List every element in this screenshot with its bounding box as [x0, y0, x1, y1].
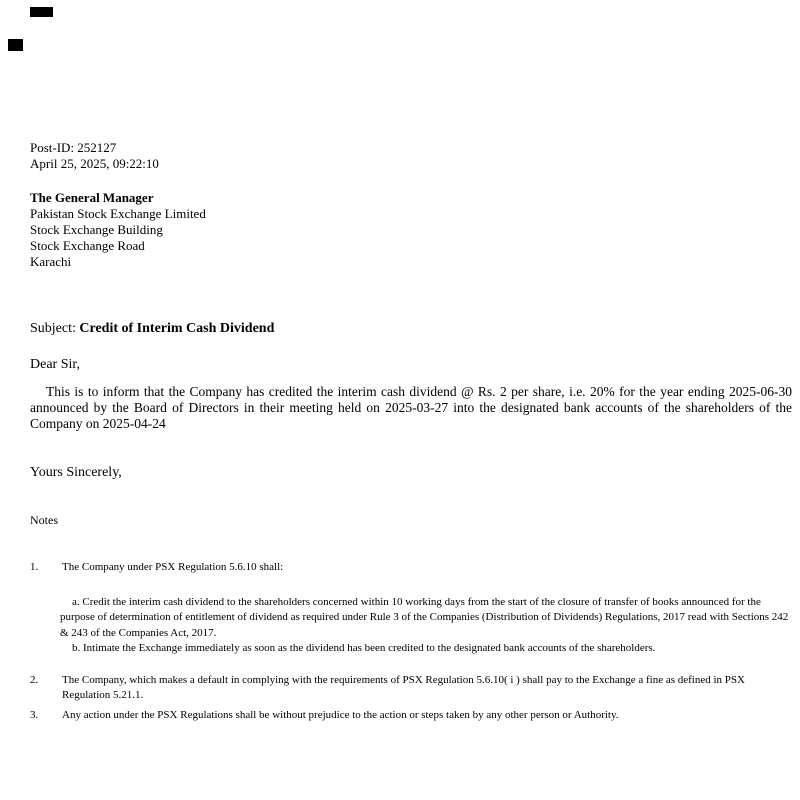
recipient-title: The General Manager	[30, 190, 154, 205]
note-number: 3.	[30, 708, 39, 721]
note-sub-item-b	[60, 641, 792, 657]
note-sub-text: Intimate the Exchange immediately as soon as the dividend has been credited to the designated bank accounts of the shareholders.	[83, 642, 656, 654]
note-item-3	[30, 708, 792, 724]
note-sub-text: Credit the interim cash dividend to the shareholders concerned within 10 working days from the start of the closure of transfer of books announced for the purpose of determination of entitlement of dividend as required under Rule 3 of the Companies (Distribution of Dividends) Regulations, 2017 read with Sections 242 & 243 of the Companies Act, 2017.	[60, 595, 789, 639]
note-text: The Company, which makes a default in complying with the requirements of PSX Regulation 5.6.10( i ) shall pay to the Exchange a fine as defined in PSX Regulation 5.21.1.	[62, 673, 745, 701]
note-sub-letter: b.	[72, 642, 81, 654]
redacted-mark-left	[8, 39, 23, 51]
recipient-line-city: Karachi	[30, 254, 72, 269]
salutation: Dear Sir,	[30, 357, 80, 372]
note-item-2	[30, 673, 792, 704]
recipient-line-road: Stock Exchange Road	[30, 238, 145, 253]
note-sub-letter: a.	[72, 595, 80, 608]
note-sub-items	[60, 595, 792, 657]
recipient-line-building: Stock Exchange Building	[30, 222, 163, 237]
subject-line	[30, 320, 792, 338]
note-text: Any action under the PSX Regulations shall be without prejudice to the action or steps taken by any other person or Authority.	[62, 708, 619, 721]
closing: Yours Sincerely,	[30, 465, 122, 480]
body-paragraph: This is to inform that the Company has credited the interim cash dividend @ Rs. 2 per share, i.e. 20% for the year ending 2025-06-30 announced by the Board of Directors in their meeting held on 2025-03-27 into the designated bank accounts of the shareholders of the Company on 2025-04-24	[30, 384, 792, 431]
note-number: 2.	[30, 673, 39, 686]
note-item-1	[30, 560, 792, 576]
recipient-block	[30, 190, 792, 270]
subject-label: Subject:	[30, 321, 80, 336]
notes-list	[30, 560, 792, 723]
note-sub-item-a	[60, 595, 792, 642]
note-text: The Company under PSX Regulation 5.6.10 shall:	[62, 561, 284, 573]
note-number: 1.	[30, 561, 39, 573]
subject-value: Credit of Interim Cash Dividend	[79, 321, 275, 336]
redacted-mark-top	[30, 7, 53, 17]
notes-heading: Notes	[30, 513, 58, 527]
post-id: Post-ID: 252127	[30, 140, 117, 155]
recipient-line-company: Pakistan Stock Exchange Limited	[30, 206, 206, 221]
post-meta	[30, 140, 792, 172]
post-datetime: April 25, 2025, 09:22:10	[30, 156, 159, 171]
